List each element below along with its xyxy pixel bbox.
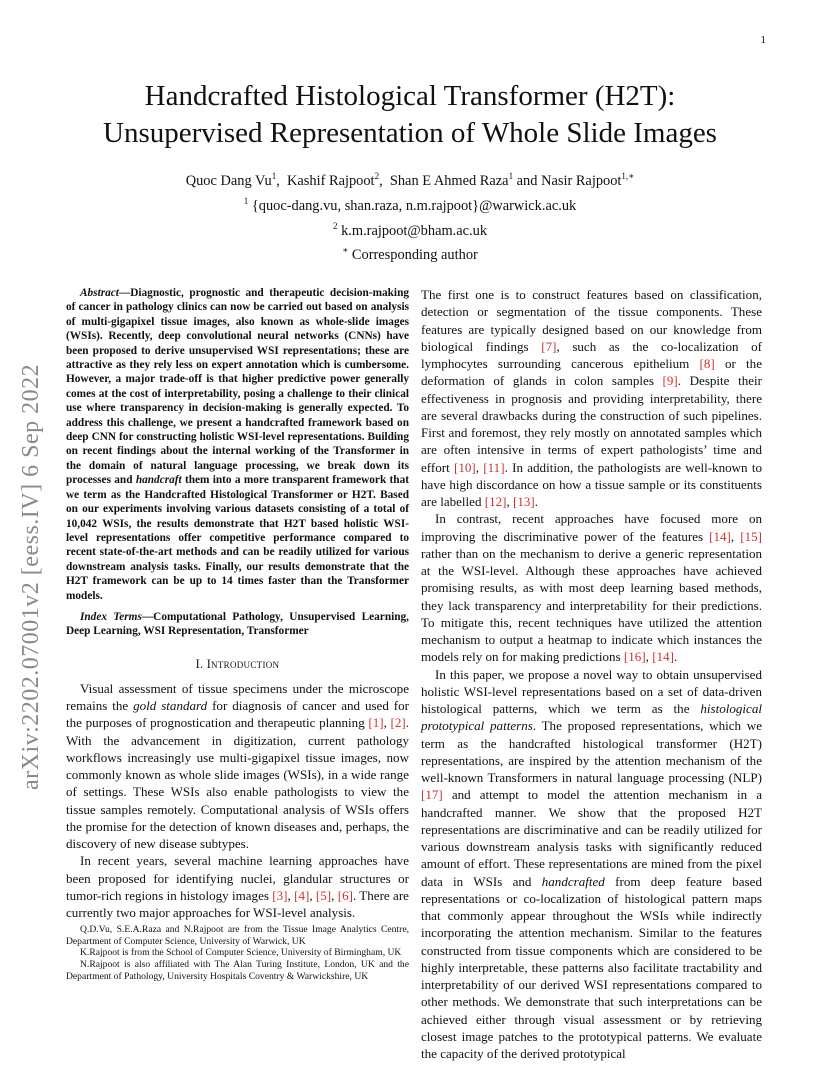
citation-link[interactable]: [5] xyxy=(315,887,332,903)
footnote: N.Rajpoot is also affiliated with The Alan Turing Institute, London, UK and the Department of Pathology, University Hospitals Coventry & Warwickshire, UK xyxy=(66,959,409,982)
affiliation-marker: 1,∗ xyxy=(621,171,635,181)
paragraph-text: for diagnosis of cancer and used for the purposes of prognostication and therapeutic planning xyxy=(66,698,410,731)
emphasis-text: gold standard xyxy=(133,698,208,713)
paragraph-text: . With the advancement in digitization, current pathology workflows increasingly use multi-gigapixel tissue images, now commonly known as whole slide images (WSIs), in a wide range of settings. These WSIs also enable pathologists to view the tissue samples remotely. Computational analysis of WSIs offers the promise for the detection of known diseases and, perhaps, the discovery of new disease subtypes. xyxy=(66,715,409,851)
paragraph-text: . Despite their effectiveness in prognosis and providing interpretability, there are several drawbacks during the construction of such pipelines. First and foremost, they rely mostly on annotated samples which are often intensive in terms of expert pathologists’ time and effort xyxy=(421,373,762,475)
body-paragraph xyxy=(66,852,409,921)
citation-link[interactable]: [15] xyxy=(740,528,762,544)
body-paragraph xyxy=(66,680,409,853)
paragraph-text: . The proposed representations, which we term as the handcrafted histological transformer (H2T) representations, are inspired by the attention mechanism of the well-known Transformers in natural language processing (NLP) xyxy=(421,718,762,785)
paragraph-text: from deep feature based representations or co-localization of histological pattern maps that commonly appear throughout the WSIs while indirectly incorporating the attention mechanism. Similar to the features constructed from tissue components which are considered to be highly interpretable, these patterns also facilitate tractability and interpretability of our derived WSI representations compared to other methods. We demonstrate that such interpretations can be achieved either through visual assessment or by retrieving closest image patches to the prototypical patterns. We evaluate the capacity of the derived prototypical xyxy=(421,873,762,1061)
index-terms xyxy=(66,610,409,639)
author-name: Shan E Ahmed Raza xyxy=(389,172,509,189)
body-paragraph xyxy=(421,286,762,510)
citation-link[interactable]: [16] xyxy=(623,649,646,665)
emphasis-text: handcrafted xyxy=(541,873,605,889)
affiliation-line xyxy=(100,191,720,216)
citation-link[interactable]: [14] xyxy=(652,649,674,665)
footnote: K.Rajpoot is from the School of Computer Science, University of Birmingham, UK xyxy=(80,947,402,959)
affiliation-email: {quoc-dang.vu, shan.raza, n.m.rajpoot}@warwick.ac.uk xyxy=(251,197,577,214)
page-number: 1 xyxy=(760,34,766,46)
affiliation-line xyxy=(100,216,720,241)
right-column xyxy=(421,286,762,1062)
affiliation-marker: 1 xyxy=(508,171,514,181)
paragraph-text: In contrast, recent approaches have focused more on improving the discriminative power of the features xyxy=(421,511,762,544)
paragraph-text: The first one is to construct features based on classification, detection or segmentation of the tissue components. These features are typically designed based on our knowledge from biological findings xyxy=(421,287,762,354)
citation-separator: , xyxy=(506,494,514,509)
citation-separator: , xyxy=(730,528,741,544)
paragraph-text: In recent years, several machine learning approaches have been proposed for identifying nuclei, glandular structures or tumor-rich regions in histology images xyxy=(66,853,409,903)
author-list: Quoc Dang Vu$^1$, Kashif Rajpoot$^2$, Shan E Ahmed Raza$^1$ and Nasir Rajpoot$^{1,∗}$ xyxy=(185,171,635,189)
affiliation-marker: 2 xyxy=(374,171,380,181)
citation-link[interactable]: [1] xyxy=(368,715,384,731)
corresponding-marker: ∗ xyxy=(342,245,349,256)
emphasis-text: histological prototypical patterns xyxy=(421,701,762,734)
title-line-1: Handcrafted Histological Transformer (H2T): xyxy=(144,80,676,112)
citation-link[interactable]: [11] xyxy=(483,459,505,475)
affiliation-marker: 2 xyxy=(332,220,338,231)
paper-title xyxy=(60,78,760,152)
author-block xyxy=(100,166,720,265)
paragraph-text: , such as the co-localization of lymphocytes surrounding cancerous epithelium xyxy=(421,338,762,371)
index-terms-label: Index Terms xyxy=(80,610,142,623)
citation-link[interactable]: [3] xyxy=(272,887,288,903)
author-conjunction: and xyxy=(516,172,538,189)
citation-separator: , xyxy=(383,715,391,731)
abstract-text-continued: them into a more transparent framework that we term as the Handcrafted Histological Transformer or H2T. Based on our experiments involving various datasets consisting of a total of 10,042 WSIs, the results demonstrate that H2T based holistic WSI-level representations offer competitive performance compared to recent state-of-the-art methods and can be readily utilized for various downstream analysis tasks. Finally, our results demonstrate that the H2T framework can be up to 14 times faster than the Transformer models. xyxy=(66,474,409,602)
paragraph-text: or the deformation of glands in colon samples xyxy=(421,356,762,389)
index-terms-text: —Computational Pathology, Unsupervised Learning, Deep Learning, WSI Representation, Transformer xyxy=(66,610,409,638)
citation-separator: , xyxy=(331,887,338,903)
paragraph-text: and attempt to model the attention mechanism in a handcrafted manner. We show that the proposed H2T representations are discriminative and can be readily utilized for various downstream analysis tasks with significantly reduced amount of effort. These representations are mined from the pixel data in WSIs and xyxy=(421,787,762,889)
citation-link[interactable]: [8] xyxy=(699,356,715,371)
paragraph-text: Visual assessment of tissue specimens under the microscope remains the xyxy=(66,680,409,713)
affiliation-email: k.m.rajpoot@bham.ac.uk xyxy=(341,222,488,239)
citation-link[interactable]: [10] xyxy=(454,459,476,475)
abstract xyxy=(66,286,409,603)
arxiv-identifier-text: arXiv:2202.07001v2 [eess.IV] 6 Sep 2022 xyxy=(18,363,44,790)
left-column xyxy=(66,286,409,921)
footnotes xyxy=(66,924,409,983)
paragraph-text: In this paper, we propose a novel way to obtain unsupervised holistic WSI-level representations based on a set of data-driven histological patterns, which we term as the xyxy=(421,666,762,716)
citation-link[interactable]: [14] xyxy=(709,528,731,544)
corresponding-author-note xyxy=(100,240,720,265)
body-paragraph xyxy=(421,666,762,1063)
citation-link[interactable]: [17] xyxy=(421,787,443,803)
author-name: Nasir Rajpoot xyxy=(541,172,622,189)
citation-link[interactable]: [9] xyxy=(662,373,678,389)
abstract-text: —Diagnostic, prognostic and therapeutic decision-making of cancer in pathology clinics can now be carried out based on analysis of multi-gigapixel tissue images, also known as whole-slide images (WSIs). Recently, deep convolutional neural networks (CNNs) have been proposed to derive unsupervised WSI representations; these are attractive as they rely less on expert annotation which is cumbersome. However, a major trade-off is that higher predictive power generally comes at the cost of interpretability, posing a challenge to their clinical use where transparency in decision-making is generally expected. To address this challenge, we present a handcrafted framework based on deep CNN for constructing holistic WSI-level representations. Building on recent findings about the internal working of the Transformer in the domain of natural language processing, we break down its processes and xyxy=(66,287,409,487)
title-line-2: Unsupervised Representation of Whole Slide Images xyxy=(103,117,717,149)
citation-link[interactable]: [6] xyxy=(337,887,353,903)
paragraph-text: . xyxy=(673,649,678,665)
affiliation-marker: 1 xyxy=(271,171,277,181)
citation-link[interactable]: [2] xyxy=(390,715,406,731)
corresponding-author-text: Corresponding author xyxy=(351,247,478,264)
paragraph-text: rather than on the mechanism to derive a generic representation at the WSI-level. Although these approaches have achieved promising results, as with most deep learning based methods, they lack transparency and interpretability for their predictions. To mitigate this, recent techniques have utilized the attention mechanism to output a heatmap to indicate which instances the models rely on for making predictions xyxy=(421,545,762,665)
citation-link[interactable]: [7] xyxy=(541,338,557,354)
body-paragraph xyxy=(421,510,762,665)
citation-separator: , xyxy=(645,649,653,665)
section-number: I. xyxy=(195,656,204,671)
abstract-label: Abstract xyxy=(80,287,119,299)
paragraph-text: . xyxy=(534,494,539,509)
paragraph-text: . In addition, the pathologists are well-known to have high discordance on how a tissue sample or its constituents are labelled xyxy=(421,459,762,509)
paragraph-text: . There are currently two major approaches for WSI-level analysis. xyxy=(66,887,409,920)
abstract-emphasis: handcraft xyxy=(135,474,182,487)
citation-link[interactable]: [12] xyxy=(484,494,507,509)
citation-link[interactable]: [4] xyxy=(294,887,310,903)
citation-link[interactable]: [13] xyxy=(513,494,535,509)
section-heading xyxy=(66,657,409,672)
citation-separator: , xyxy=(287,887,295,903)
citation-separator: , xyxy=(309,887,316,903)
affiliation-marker: 1 xyxy=(243,195,249,206)
footnote: Q.D.Vu, S.E.A.Raza and N.Rajpoot are from the Tissue Image Analytics Centre, Department of Computer Science, University of Warwick, UK xyxy=(66,924,409,947)
section-title: Introduction xyxy=(206,656,280,671)
citation-separator: , xyxy=(475,459,484,475)
author-name: Quoc Dang Vu xyxy=(185,172,272,189)
arxiv-identifier-stamp xyxy=(18,290,48,790)
author-name: Kashif Rajpoot xyxy=(287,172,375,189)
